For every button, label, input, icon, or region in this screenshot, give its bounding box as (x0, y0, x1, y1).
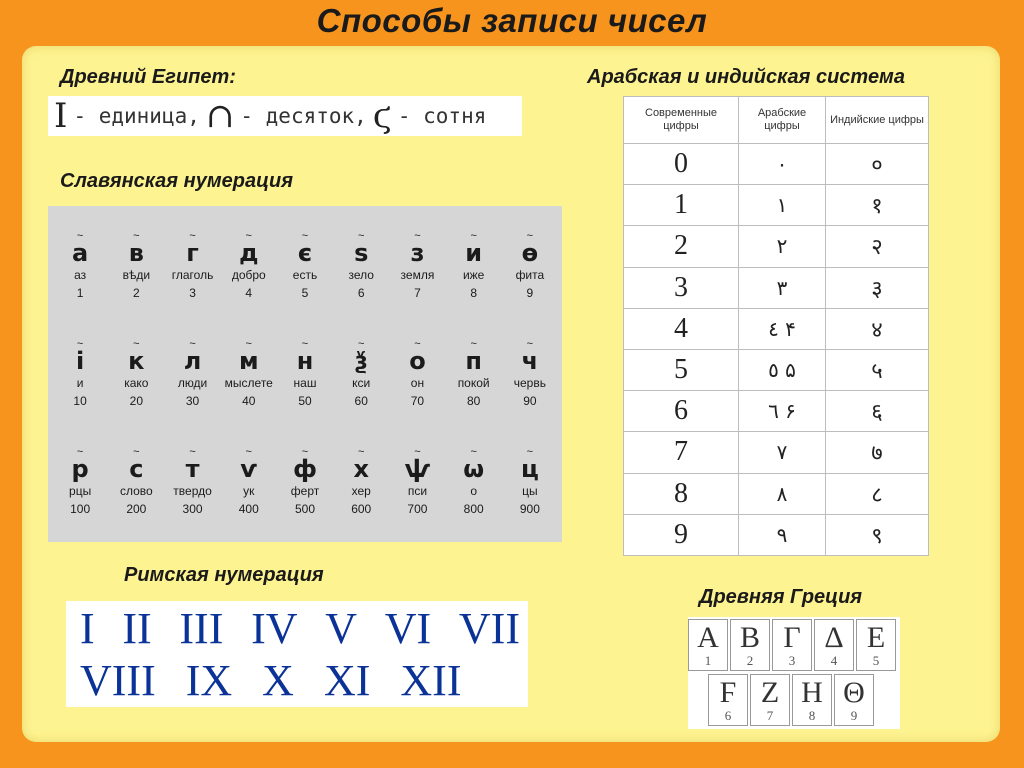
slavic-letter-name: ферт (290, 484, 320, 498)
slavic-numeral-cell (389, 320, 445, 428)
modern-digit-cell: 0 (624, 144, 739, 185)
greek-numeral-cell (688, 619, 728, 671)
slavic-letter: ѕ (354, 239, 369, 267)
slavic-numeral-cell (446, 320, 502, 428)
slavic-value: 90 (523, 394, 537, 408)
greek-row (688, 619, 898, 671)
slavic-numeral-cell (389, 212, 445, 320)
slavic-letter-name: и (76, 376, 84, 390)
titlo-mark: ~ (358, 230, 365, 242)
titlo-mark: ~ (526, 230, 534, 242)
arabic-indian-table (623, 96, 929, 556)
greek-numeral-cell (834, 674, 874, 726)
titlo-mark: ~ (301, 338, 309, 350)
slavic-numeral-cell (108, 320, 164, 428)
titlo-mark: ~ (189, 446, 196, 458)
slavic-value: 30 (185, 394, 200, 408)
slavic-value: 400 (238, 502, 259, 516)
slavic-heading: Славянская нумерация (60, 170, 294, 192)
slavic-letter: л (183, 347, 202, 375)
slavic-value: 900 (519, 502, 540, 516)
column-header-arabic: Арабские цифры (739, 97, 826, 144)
slavic-letter-name: люди (177, 376, 208, 390)
slavic-letter-name: аз (74, 268, 87, 282)
slavic-numeral-cell (164, 320, 220, 428)
table-row (624, 514, 929, 555)
greek-numeral-cell (772, 619, 812, 671)
indian-digit-cell: ३ (826, 267, 929, 308)
arabic-digit-cell: ١ (739, 185, 826, 226)
slavic-letter: г (186, 239, 199, 267)
egypt-hundred-symbol: ϛ (372, 96, 392, 136)
greek-letter: Z (760, 676, 780, 709)
slavic-numeral-cell (446, 212, 502, 320)
roman-numeral: VIII (80, 656, 156, 705)
slavic-letter: ѱ (404, 455, 431, 483)
indian-digit-cell: ९ (826, 514, 929, 555)
egypt-numerals-image (48, 96, 522, 136)
modern-digit-cell: 6 (624, 391, 739, 432)
slavic-letter: ф (293, 455, 317, 483)
slavic-letter-name: покой (457, 376, 490, 390)
indian-digit-cell: ७ (826, 432, 929, 473)
greek-letter: E (866, 621, 886, 654)
slavic-numeral-cell (502, 428, 558, 536)
roman-numeral: X (262, 656, 294, 705)
table-row (624, 432, 929, 473)
egypt-ten-symbol: ∩ (205, 96, 235, 136)
arabic-digit-cell: ٠ (739, 144, 826, 185)
roman-numeral: XI (323, 656, 371, 705)
roman-numeral: II (122, 604, 152, 653)
egypt-ten-label: - десяток, (240, 104, 367, 128)
arabic-digit-cell: ٤ ۴ (739, 308, 826, 349)
slavic-numeral-cell (164, 428, 220, 536)
slavic-value: 4 (245, 286, 253, 300)
titlo-mark: ~ (470, 230, 477, 242)
titlo-mark: ~ (414, 230, 421, 242)
greek-numeral-cell (708, 674, 748, 726)
slavic-letter: ц (520, 455, 539, 483)
greek-numerals-image (688, 617, 900, 729)
slavic-letter-name: мыслете (224, 376, 273, 390)
slavic-value: 6 (357, 286, 365, 300)
slavic-letter: ч (521, 347, 539, 375)
roman-numeral: VII (458, 604, 520, 653)
slavic-numeral-cell (389, 428, 445, 536)
modern-digit-cell: 4 (624, 308, 739, 349)
slavic-numeral-cell (333, 212, 389, 320)
table-row (624, 144, 929, 185)
slavic-numeral-cell (502, 320, 558, 428)
slavic-numeral-cell (502, 212, 558, 320)
slavic-numeral-cell (221, 320, 277, 428)
slavic-letter: т (185, 455, 200, 483)
titlo-mark: ~ (358, 338, 365, 350)
titlo-mark: ~ (189, 230, 196, 242)
slavic-letter: ѯ (354, 347, 368, 375)
greek-value: 9 (850, 708, 858, 723)
slavic-value: 500 (294, 502, 315, 516)
slavic-value: 8 (470, 286, 477, 300)
greek-letter: B (739, 621, 760, 654)
titlo-mark: ~ (526, 338, 534, 350)
slavic-letter-name: о (470, 484, 477, 498)
modern-digit-cell: 3 (624, 267, 739, 308)
greek-value: 1 (704, 653, 712, 668)
roman-heading: Римская нумерация (124, 564, 324, 586)
slavic-value: 200 (126, 502, 147, 516)
slavic-value: 40 (242, 394, 256, 408)
greek-letter: H (801, 676, 823, 709)
slavic-value: 70 (410, 394, 425, 408)
table-row (624, 226, 929, 267)
roman-numeral: V (325, 604, 358, 653)
greek-value: 7 (766, 708, 774, 723)
titlo-mark: ~ (76, 446, 84, 458)
slavic-letter-name: есть (292, 268, 318, 282)
slavic-letter-name: он (410, 376, 425, 390)
titlo-mark: ~ (189, 338, 196, 350)
modern-digit-cell: 8 (624, 473, 739, 514)
greek-numeral-cell (792, 674, 832, 726)
table-row (624, 473, 929, 514)
slavic-letter-name: наш (293, 376, 317, 390)
slavic-value: 3 (189, 286, 196, 300)
titlo-mark: ~ (526, 446, 534, 458)
titlo-mark: ~ (245, 230, 252, 242)
slavic-letter: ѳ (521, 239, 539, 267)
roman-numeral: IX (185, 656, 233, 705)
roman-row (80, 603, 520, 654)
slavic-letter: ѵ (240, 455, 258, 483)
slavic-letter: с (129, 455, 144, 483)
arabic-digit-cell: ٢ (739, 226, 826, 267)
roman-numerals-image (66, 601, 528, 707)
roman-numeral: VI (384, 604, 432, 653)
titlo-mark: ~ (358, 446, 365, 458)
arabic-digit-cell: ٨ (739, 473, 826, 514)
slavic-numerals-table (48, 206, 562, 542)
slavic-letter-name: червь (513, 376, 546, 390)
greek-numeral-cell (814, 619, 854, 671)
greek-row (708, 674, 876, 726)
titlo-mark: ~ (301, 446, 309, 458)
slavic-letter-name: хер (351, 484, 371, 498)
slavic-letter: в (128, 239, 144, 267)
titlo-mark: ~ (133, 338, 140, 350)
slavic-letter-name: рцы (69, 484, 92, 498)
table-row (624, 267, 929, 308)
roman-numeral: III (179, 604, 224, 653)
slavic-letter-name: фита (515, 268, 545, 282)
titlo-mark: ~ (245, 338, 252, 350)
slavic-letter: і (75, 347, 85, 375)
greek-letter: Δ (824, 621, 844, 654)
arabic-digit-cell: ٦ ۶ (739, 391, 826, 432)
slavic-numeral-cell (277, 428, 333, 536)
greek-value: 4 (830, 653, 838, 668)
slavic-value: 2 (132, 286, 140, 300)
slavic-numeral-cell (277, 212, 333, 320)
slavic-letter-name: глаголь (171, 268, 214, 282)
slavic-letter: м (238, 347, 259, 375)
table-row (624, 185, 929, 226)
slavic-numeral-cell (108, 428, 164, 536)
slavic-value: 9 (526, 286, 534, 300)
slavic-value: 800 (463, 502, 484, 516)
slavic-value: 10 (73, 394, 87, 408)
slavic-letter-name: вѣди (122, 268, 151, 282)
slavic-letter: к (128, 347, 145, 375)
egypt-heading: Древний Египет: (60, 66, 236, 88)
roman-numeral: XII (400, 656, 462, 705)
greek-letter: Ϝ (719, 676, 737, 709)
titlo-mark: ~ (133, 230, 140, 242)
table-header-row (624, 97, 929, 144)
slavic-letter: д (239, 239, 259, 267)
slavic-letter-name: добро (231, 268, 266, 282)
slavic-value: 300 (182, 502, 203, 516)
slavic-letter: о (409, 347, 426, 375)
indian-digit-cell: ४ (826, 308, 929, 349)
slavic-numeral-cell (52, 212, 108, 320)
greek-value: 5 (872, 653, 880, 668)
indian-digit-cell: ५ (826, 349, 929, 390)
greek-numeral-cell (730, 619, 770, 671)
slavic-letter: и (465, 239, 483, 267)
egypt-hundred-label: - сотня (397, 104, 487, 128)
column-header-indian: Индийские цифры (826, 97, 929, 144)
table-row (624, 349, 929, 390)
slavic-value: 20 (129, 394, 143, 408)
slavic-letter: з (410, 239, 425, 267)
slavic-value: 100 (70, 502, 91, 516)
greek-value: 8 (808, 708, 816, 723)
slavic-value: 5 (301, 286, 309, 300)
arabic-digit-cell: ٣ (739, 267, 826, 308)
roman-numeral: I (80, 604, 95, 653)
slavic-letter-name: кси (352, 376, 371, 390)
indian-digit-cell: ० (826, 144, 929, 185)
slavic-numeral-cell (221, 428, 277, 536)
slavic-letter: п (465, 347, 482, 375)
slavic-letter-name: иже (462, 268, 485, 282)
greek-numeral-cell (750, 674, 790, 726)
greece-heading: Древняя Греция (699, 586, 863, 608)
column-header-modern: Современные цифры (624, 97, 739, 144)
arabic-heading: Арабская и индийская система (587, 66, 905, 88)
slavic-value: 700 (407, 502, 428, 516)
indian-digit-cell: ८ (826, 473, 929, 514)
titlo-mark: ~ (470, 446, 477, 458)
indian-digit-cell: २ (826, 226, 929, 267)
titlo-mark: ~ (414, 446, 421, 458)
modern-digit-cell: 2 (624, 226, 739, 267)
slavic-letter: р (71, 455, 89, 483)
slavic-value: 60 (354, 394, 368, 408)
slavic-value: 1 (76, 286, 84, 300)
slavic-numeral-cell (221, 212, 277, 320)
arabic-digit-cell: ٧ (739, 432, 826, 473)
modern-digit-cell: 7 (624, 432, 739, 473)
slavic-letter: х (353, 455, 369, 483)
indian-digit-cell: १ (826, 185, 929, 226)
egypt-unit-symbol: I (54, 96, 68, 136)
arabic-digit-cell: ٩ (739, 514, 826, 555)
slavic-numeral-cell (446, 428, 502, 536)
titlo-mark: ~ (301, 230, 309, 242)
greek-numeral-cell (856, 619, 896, 671)
greek-value: 2 (746, 653, 754, 668)
greek-letter: Γ (783, 621, 801, 654)
greek-letter: A (697, 621, 719, 654)
titlo-mark: ~ (414, 338, 421, 350)
slavic-letter: є (297, 239, 313, 267)
slavic-value: 80 (466, 394, 481, 408)
roman-row (80, 655, 528, 706)
slavic-numeral-cell (52, 428, 108, 536)
slavic-numeral-cell (333, 428, 389, 536)
egypt-unit-label: - единица, (73, 104, 200, 128)
titlo-mark: ~ (245, 446, 252, 458)
slavic-numeral-cell (333, 320, 389, 428)
greek-value: 3 (788, 653, 796, 668)
slavic-letter-name: ук (243, 484, 255, 498)
slavic-numeral-cell (164, 212, 220, 320)
slavic-value: 7 (414, 286, 421, 300)
slavic-value: 600 (351, 502, 372, 516)
greek-letter: Θ (843, 676, 865, 709)
slavic-letter: н (296, 347, 314, 375)
slavic-letter-name: зело (348, 268, 374, 282)
slavic-numeral-cell (108, 212, 164, 320)
slavic-letter: ѡ (463, 455, 485, 483)
titlo-mark: ~ (76, 338, 84, 350)
modern-digit-cell: 9 (624, 514, 739, 555)
slide-title: Способы записи чисел (316, 2, 708, 39)
indian-digit-cell: ६ (826, 391, 929, 432)
roman-numeral: IV (251, 604, 298, 653)
slavic-letter-name: пси (407, 484, 428, 498)
titlo-mark: ~ (76, 230, 84, 242)
modern-digit-cell: 1 (624, 185, 739, 226)
table-row (624, 391, 929, 432)
table-row (624, 308, 929, 349)
slavic-letter-name: како (124, 376, 149, 390)
slavic-numeral-cell (277, 320, 333, 428)
titlo-mark: ~ (470, 338, 477, 350)
slavic-letter-name: земля (400, 268, 435, 282)
modern-digit-cell: 5 (624, 349, 739, 390)
slavic-value: 50 (298, 394, 312, 408)
slavic-letter: а (72, 239, 89, 267)
titlo-mark: ~ (133, 446, 140, 458)
greek-value: 6 (724, 708, 732, 723)
slavic-letter-name: твердо (173, 484, 212, 498)
arabic-digit-cell: ٥ ۵ (739, 349, 826, 390)
slavic-numeral-cell (52, 320, 108, 428)
slavic-letter-name: цы (522, 484, 538, 498)
slavic-letter-name: слово (119, 484, 153, 498)
